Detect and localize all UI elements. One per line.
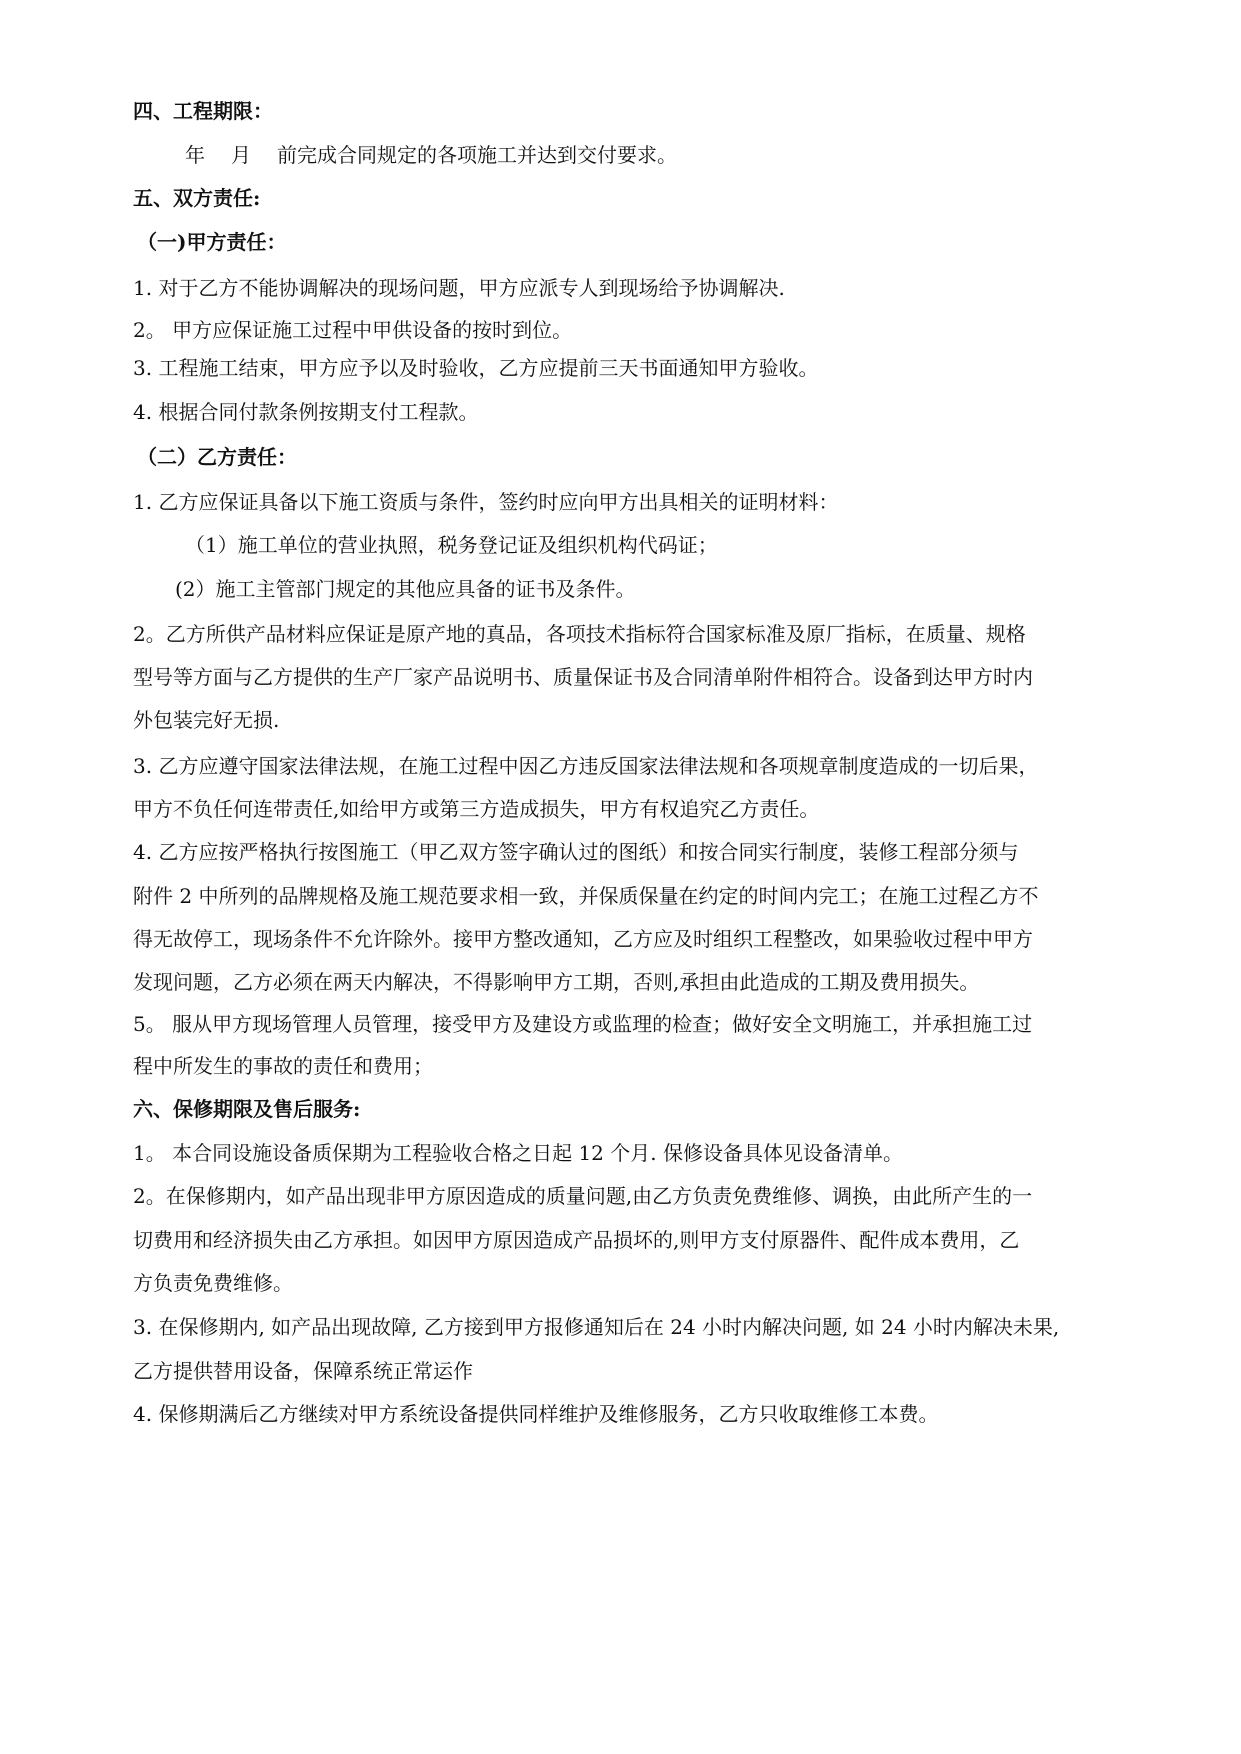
section-6-heading: 六、保修期限及售后服务: xyxy=(133,1097,361,1121)
party-b-item-1: 1. 乙方应保证具备以下施工资质与条件，签约时应向甲方出具相关的证明材料： xyxy=(133,490,839,514)
party-b-item-5-line-1: 5。 服从甲方现场管理人员管理，接受甲方及建设方或监理的检查；做好安全文明施工，并承担施工过 xyxy=(133,1012,1033,1036)
party-a-item-3: 3. 工程施工结束，甲方应予以及时验收，乙方应提前三天书面通知甲方验收。 xyxy=(133,356,819,380)
month-label: 月 xyxy=(231,143,251,167)
warranty-item-2-line-1: 2。在保修期内，如产品出现非甲方原因造成的质量问题,由乙方负责免费维修、调换，由此所产生的一 xyxy=(133,1184,1033,1208)
party-a-item-2: 2。 甲方应保证施工过程中甲供设备的按时到位。 xyxy=(133,318,573,342)
deadline-text: 前完成合同规定的各项施工并达到交付要求。 xyxy=(277,143,677,167)
party-a-item-1: 1. 对于乙方不能协调解决的现场问题，甲方应派专人到现场给予协调解决. xyxy=(133,276,785,300)
party-a-item-4: 4. 根据合同付款条例按期支付工程款。 xyxy=(133,400,479,424)
party-b-item-1-sub-2: (2）施工主管部门规定的其他应具备的证书及条件。 xyxy=(175,577,636,601)
warranty-item-2-line-2: 切费用和经济损失由乙方承担。如因甲方原因造成产品损坏的,则甲方支付原器件、配件成本费用，乙 xyxy=(133,1228,1020,1252)
warranty-item-3-line-1: 3. 在保修期内, 如产品出现故障, 乙方接到甲方报修通知后在 24 小时内解决问题, 如 24 小时内解决未果, xyxy=(133,1315,1060,1339)
party-b-item-5-line-2: 程中所发生的事故的责任和费用； xyxy=(133,1054,433,1078)
party-b-item-4-line-3: 得无故停工，现场条件不允许除外。接甲方整改通知，乙方应及时组织工程整改，如果验收过程中甲方 xyxy=(133,927,1033,951)
party-b-item-4-line-1: 4. 乙方应按严格执行按图施工（甲乙双方签字确认过的图纸）和按合同实行制度，装修工程部分须与 xyxy=(133,840,1019,864)
warranty-item-2-line-3: 方负责免费维修。 xyxy=(133,1271,293,1295)
section-4-heading: 四、工程期限： xyxy=(133,99,273,123)
party-b-item-3-line-1: 3. 乙方应遵守国家法律法规，在施工过程中因乙方违反国家法律法规和各项规章制度造成的一切后果， xyxy=(133,754,1039,778)
party-b-item-1-sub-1: （1）施工单位的营业执照，税务登记证及组织机构代码证； xyxy=(185,533,718,557)
party-b-item-2-line-3: 外包装完好无损. xyxy=(133,708,280,732)
party-b-item-4-line-2: 附件 2 中所列的品牌规格及施工规范要求相一致，并保质保量在约定的时间内完工；在施工过程乙方不 xyxy=(133,884,1039,908)
year-label: 年 xyxy=(185,143,205,167)
section-5-heading: 五、双方责任: xyxy=(133,186,261,210)
party-b-item-4-line-4: 发现问题，乙方必须在两天内解决，不得影响甲方工期，否则,承担由此造成的工期及费用损失。 xyxy=(133,970,980,994)
warranty-item-4: 4. 保修期满后乙方继续对甲方系统设备提供同样维护及维修服务，乙方只收取维修工本费。 xyxy=(133,1402,939,1426)
warranty-item-1: 1。 本合同设施设备质保期为工程验收合格之日起 12 个月. 保修设备具体见设备清单。 xyxy=(133,1141,903,1165)
party-b-item-2-line-2: 型号等方面与乙方提供的生产厂家产品说明书、质量保证书及合同清单附件相符合。设备到达甲方时内 xyxy=(133,665,1033,689)
party-a-heading: （一)甲方责任： xyxy=(137,230,287,254)
completion-deadline-line xyxy=(185,143,677,167)
party-b-item-3-line-2: 甲方不负任何连带责任,如给甲方或第三方造成损失，甲方有权追究乙方责任。 xyxy=(133,797,820,821)
party-b-item-2-line-1: 2。乙方所供产品材料应保证是原产地的真品，各项技术指标符合国家标准及原厂指标，在质量、规格 xyxy=(133,622,1026,646)
warranty-item-3-line-2: 乙方提供替用设备，保障系统正常运作 xyxy=(133,1359,473,1383)
party-b-heading: （二）乙方责任： xyxy=(137,445,297,469)
